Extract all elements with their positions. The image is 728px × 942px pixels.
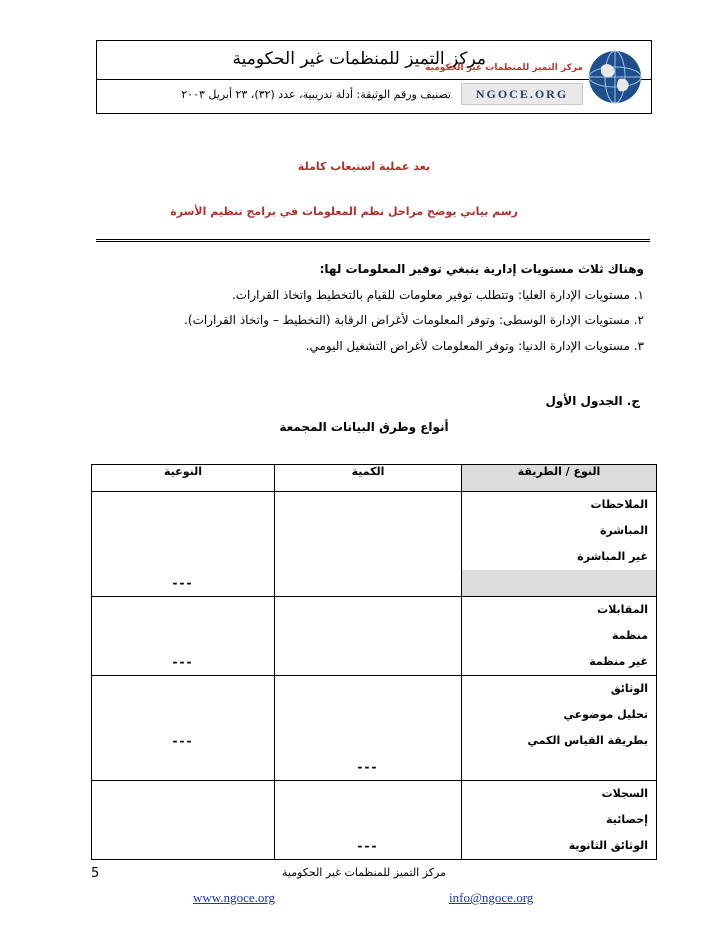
type-cell [462, 676, 657, 781]
document-header [96, 40, 652, 114]
website-link[interactable]: www.ngoce.org [193, 890, 275, 905]
type-line: بطريقة القياس الكمي [527, 734, 648, 747]
level-item-2: ٢. مستويات الإدارة الوسطى: وتوفر المعلومات لأغراض الرقابة (التخطيط – واتخاذ القرارات). [184, 313, 644, 327]
level-item-3: ٣. مستويات الإدارة الدنيا: وتوفر المعلومات لأغراض التشغيل اليومي. [305, 339, 644, 353]
section-label: ج. الجدول الأول [545, 394, 640, 408]
quality-cell [92, 492, 275, 597]
email-link[interactable]: info@ngoce.org [449, 890, 534, 905]
heading-after-process: بعد عملية استيعاب كاملة [297, 160, 431, 173]
type-line: الوثائق [610, 682, 648, 695]
type-line: إحصائية [606, 813, 648, 826]
level-item-1: ١. مستويات الإدارة العليا: وتتطلب توفير معلومات للقيام بالتخطيط واتخاذ القرارات. [231, 288, 644, 302]
type-cell [462, 597, 657, 676]
table-row [92, 597, 657, 676]
header-subtitle: تصنيف ورقم الوثيقة: أدلة تدريبية، عدد (٣٢)، ٢٣ أبريل ٢٠٠٣ [181, 88, 451, 101]
section-divider [96, 239, 650, 242]
header-quality: النوعية [92, 465, 275, 492]
quantity-value [275, 649, 461, 675]
blank-line [462, 754, 656, 780]
chart-caption: رسم بياني يوضح مراحل نظم المعلومات في برامج تنظيم الأسرة [170, 205, 518, 218]
header-quantity: الكمية [275, 465, 462, 492]
quality-value: --- [172, 655, 194, 669]
type-line: غير المباشرة [577, 550, 648, 563]
quality-cell [92, 676, 275, 781]
page-number: 5 [91, 866, 100, 881]
quality-value [92, 833, 274, 859]
header-title: مركز التميز للمنظمات غير الحكومية [232, 49, 486, 69]
table-row [92, 781, 657, 860]
shaded-spacer [462, 570, 656, 596]
data-types-table [91, 464, 657, 860]
type-line: غير منظمة [589, 655, 648, 668]
logo-english-text: NGOCE.ORG [461, 83, 583, 105]
table-title: أنواع وطرق البيانات المجمعة [279, 420, 449, 434]
type-cell [462, 781, 657, 860]
globe-icon [587, 49, 643, 105]
quantity-cell [275, 597, 462, 676]
type-line: الوثائق الثانوية [568, 839, 648, 852]
type-line: تحليل موضوعي [563, 708, 648, 721]
quality-cell [92, 781, 275, 860]
header-type: النوع / الطريقة [462, 465, 657, 492]
type-line: منظمة [611, 629, 648, 642]
quantity-cell [275, 781, 462, 860]
levels-intro: وهناك ثلاث مستويات إدارية ينبغي توفير المعلومات لها: [319, 262, 644, 276]
table-header-row [92, 465, 657, 492]
quantity-value [275, 570, 461, 596]
logo-arabic-text: مركز التميز للمنظمات غير الحكومية [425, 63, 583, 73]
type-line: المباشرة [599, 524, 648, 537]
table-row [92, 676, 657, 781]
footer-org-name: مركز التميز للمنظمات غير الحكومية [281, 866, 446, 879]
type-line: المقابلات [597, 603, 648, 616]
quantity-cell [275, 676, 462, 781]
quality-value: --- [172, 734, 194, 748]
table-row [92, 492, 657, 597]
ngoce-logo [425, 47, 643, 105]
quality-value: --- [172, 576, 194, 590]
quantity-cell [275, 492, 462, 597]
quantity-value: --- [357, 839, 379, 853]
type-line: السجلات [601, 787, 648, 800]
quantity-value: --- [357, 760, 379, 774]
type-line: الملاحظات [590, 498, 648, 511]
type-cell [462, 492, 657, 597]
quality-cell [92, 597, 275, 676]
